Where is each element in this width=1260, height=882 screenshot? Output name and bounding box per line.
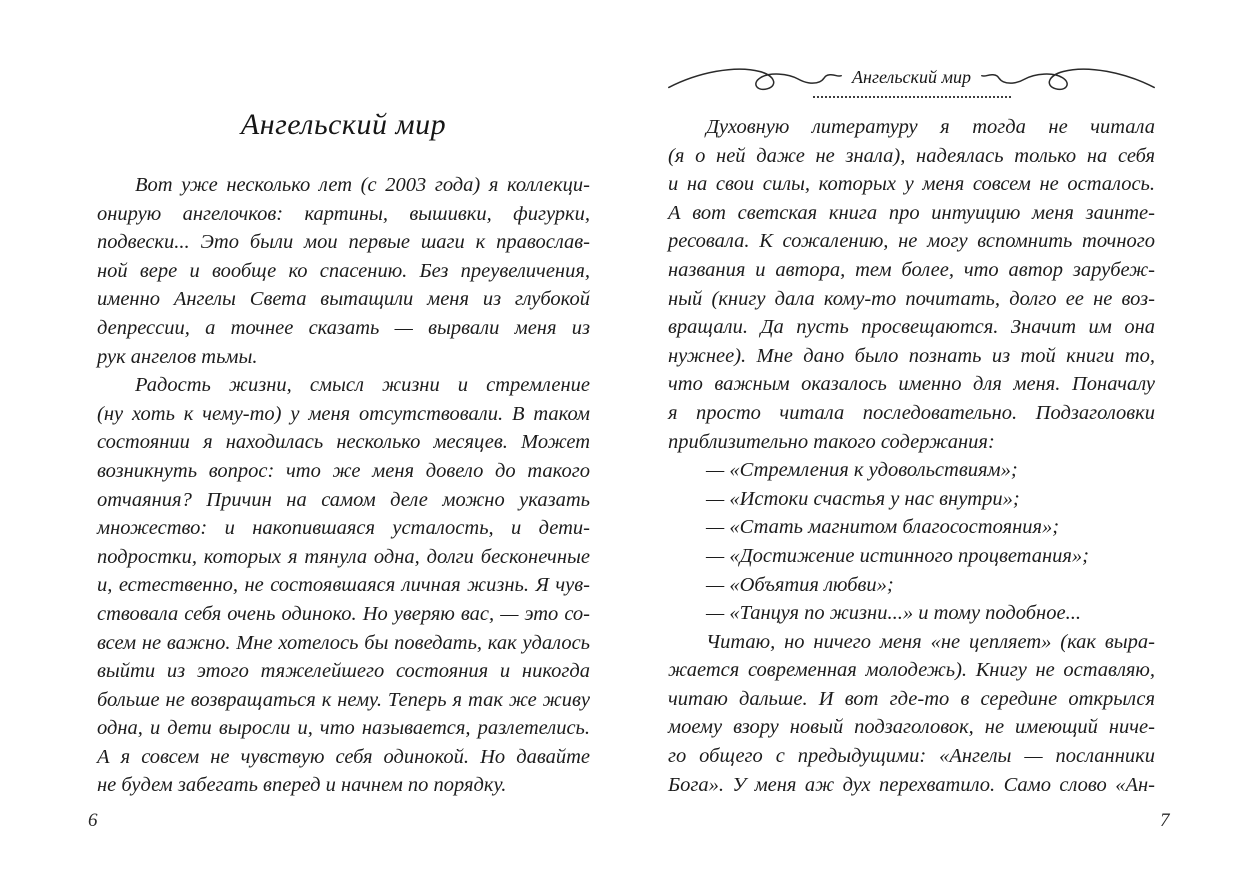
text-line: А вот светская книга про интуицию меня заинте- — [668, 201, 1155, 224]
text-line: больше не возвращаться к нему. Теперь я так же живу — [97, 688, 590, 711]
text-line: (я о ней даже не знала), надеялась только на себя — [668, 144, 1155, 167]
text-line: Вот уже несколько лет (с 2003 года) я коллекци- — [135, 174, 590, 196]
text-line: ствовала себя очень одиноко. Но уверяю вас, — это со- — [97, 602, 590, 625]
text-line: одна, и дети выросли и, что называется, разлетелись. — [97, 717, 590, 740]
left-page-body — [97, 171, 590, 800]
list-item: — «Стремления к удовольствиям»; — [706, 459, 1018, 482]
page-number-left: 6 — [88, 810, 98, 831]
text-line: депрессии, а точнее сказать — вырвали меня из — [97, 316, 590, 339]
running-header-title: Ангельский мир — [852, 67, 971, 87]
text-line: нужнее). Мне дано было познать из той книги то, — [668, 344, 1155, 367]
list-item: — «Достижение истинного процветания»; — [706, 544, 1090, 567]
text-line: читаю дальше. И вот где-то в середине открылся — [668, 687, 1155, 710]
page-number-right: 7 — [1160, 810, 1170, 831]
paragraph — [668, 628, 1155, 800]
text-line: ный (книгу дала кому-то почитать, долго ее не воз- — [668, 287, 1155, 310]
left-page — [97, 0, 590, 882]
text-line: подвески... Это были мои первые шаги к православ- — [97, 231, 590, 254]
text-line: я просто читала последовательно. Подзаголовки — [668, 401, 1155, 424]
list-item: — «Истоки счастья у нас внутри»; — [706, 487, 1020, 510]
text-line: всем не важно. Мне хотелось бы поведать, как удалось — [97, 631, 590, 654]
paragraph — [97, 171, 590, 371]
text-line: подростки, которых я тянула одна, долги бесконечные — [97, 545, 590, 568]
text-line: (ну хоть к чему-то) у меня отсутствовали. В таком — [97, 402, 590, 425]
chapter-title: Ангельский мир — [240, 108, 447, 141]
list-item: — «Объятия любви»; — [706, 573, 894, 596]
text-line: Читаю, но ничего меня «не цепляет» (как выра- — [706, 630, 1155, 653]
paragraph — [668, 113, 1155, 456]
text-line: что важным оказалось именно для меня. Поначалу — [668, 373, 1155, 396]
text-line: онирую ангелочков: картины, вышивки, фигурки, — [97, 202, 590, 225]
text-line: не будем забегать вперед и начнем по порядку. — [97, 774, 507, 797]
text-line: Духовную литературу я тогда не читала — [706, 116, 1155, 138]
list-item: — «Танцуя по жизни...» и тому подобное... — [706, 602, 1081, 625]
text-line: А я совсем не чувствую себя одинокой. Но давайте — [97, 745, 590, 768]
list-item: — «Стать магнитом благосостояния»; — [706, 516, 1060, 539]
subheading-list — [668, 456, 1155, 628]
right-page-body — [668, 113, 1155, 799]
text-line: рук ангелов тьмы. — [97, 345, 258, 368]
text-line: приблизительно такого содержания: — [668, 430, 995, 453]
text-line: отчаяния? Причин на самом деле можно указать — [97, 488, 590, 511]
text-line: названия и автора, тем более, что автор зарубеж- — [668, 258, 1155, 281]
text-line: и на свои силы, которых у меня совсем не осталось. — [668, 173, 1155, 196]
text-line: Радость жизни, смысл жизни и стремление — [135, 374, 590, 397]
text-line: множество: и накопившаяся усталость, и дети- — [97, 517, 590, 540]
text-line: ной вере и вообще ко спасению. Без преувеличения, — [97, 259, 590, 282]
text-line: состоянии я находилась несколько месяцев. Может — [97, 431, 590, 454]
paragraph — [97, 371, 590, 800]
text-line: го общего с предыдущими: «Ангелы — посланники — [668, 745, 1155, 768]
text-line: возникнуть вопрос: что же меня довело до такого — [97, 459, 590, 482]
right-page — [668, 0, 1155, 882]
text-line: выйти из этого тяжелейшего состояния и никогда — [97, 660, 590, 683]
text-line: ресовала. К сожалению, не могу вспомнить точного — [668, 230, 1155, 253]
text-line: вращали. Да пусть просвещаются. Значит им она — [668, 316, 1155, 339]
text-line: и, естественно, не состоявшаяся личная жизнь. Я чув- — [97, 574, 590, 597]
text-line: жается современная молодежь). Книгу не оставляю, — [668, 659, 1155, 682]
text-line: именно Ангелы Света вытащили меня из глубокой — [97, 288, 590, 311]
text-line: Бога». У меня аж дух перехватило. Само слово «Ан- — [668, 773, 1155, 796]
text-line: моему взору новый подзаголовок, не имеющий ниче- — [668, 716, 1155, 739]
